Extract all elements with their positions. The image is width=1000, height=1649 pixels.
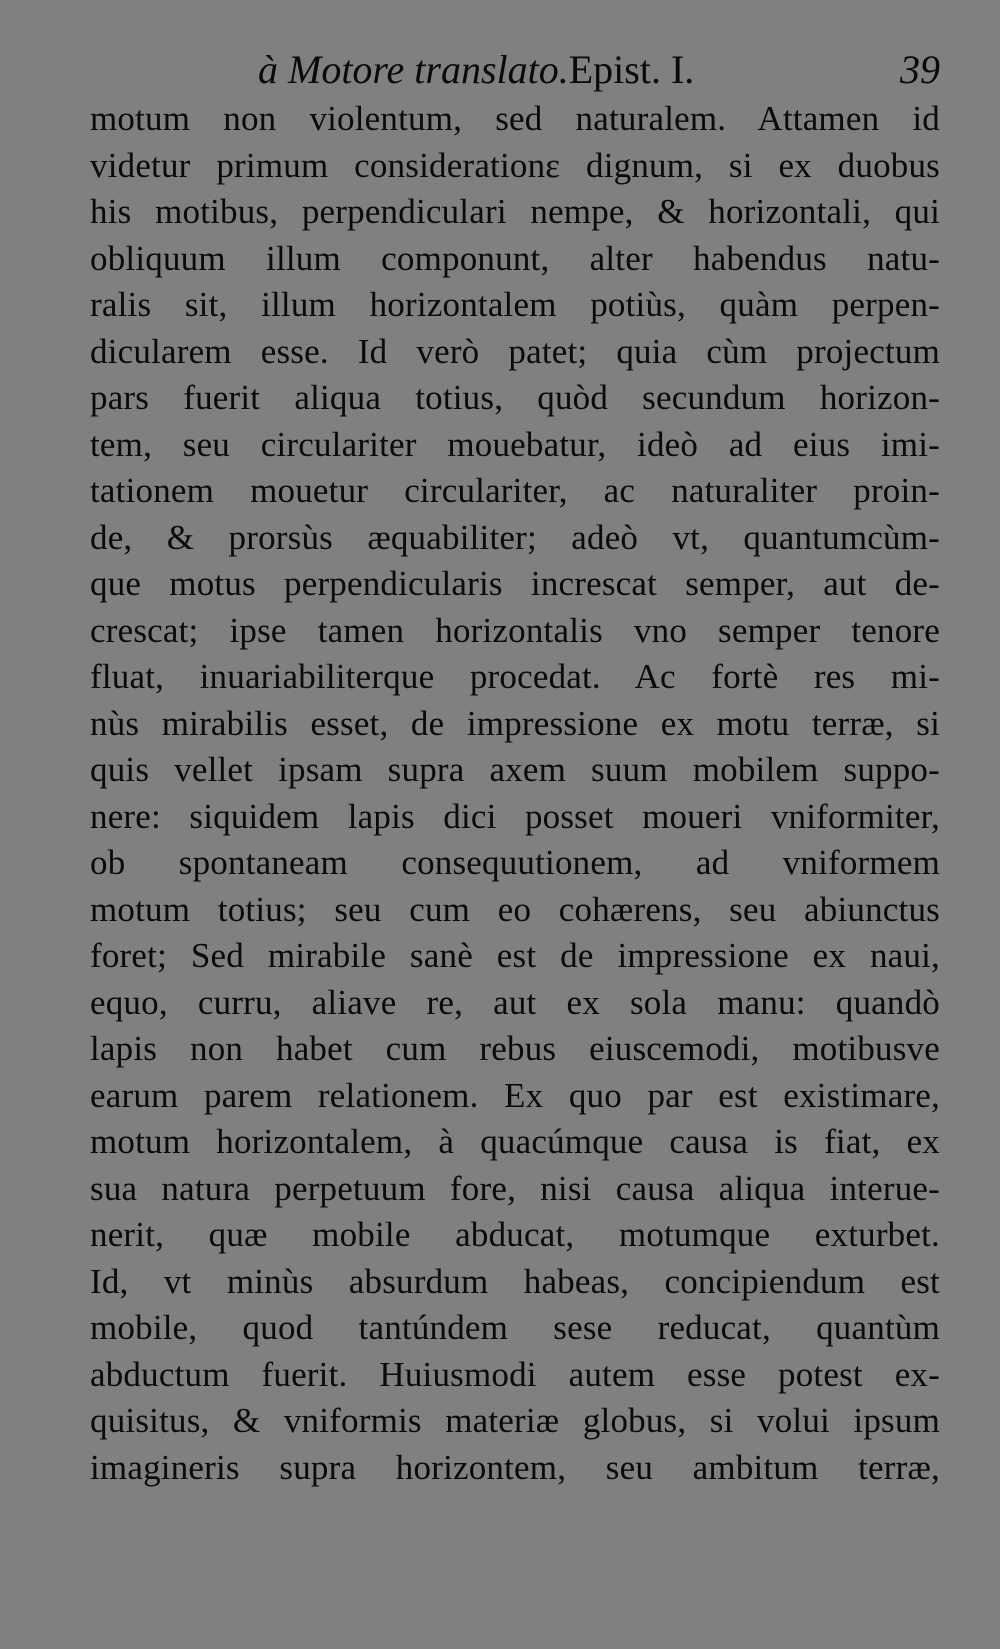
text-line: motum totius; seu cum eo cohærens, seu abiunctus [90, 889, 940, 929]
text-line: de, & prorsùs æquabiliter; adeò vt, quantumcùm- [90, 517, 940, 557]
text-line: videtur primum considerationε dignum, si ex duobus [90, 145, 940, 185]
text-line: sua natura perpetuum fore, nisi causa aliqua interue- [90, 1168, 940, 1208]
text-line: tem, seu circulariter mouebatur, ideò ad eius imi- [90, 424, 940, 464]
page-header [90, 44, 940, 96]
text-line: fluat, inuariabiliterque procedat. Ac fortè res mi- [90, 657, 940, 696]
text-line: que motus perpendicularis increscat semper, aut de- [90, 564, 940, 603]
text-line: dicularem esse. Id verò patet; quia cùm projectum [90, 331, 940, 371]
page-number: 39 [900, 47, 940, 92]
text-line: earum parem relationem. Ex quo par est existimare, [90, 1075, 940, 1115]
text-line: ob spontaneam consequutionem, ad vniformem [90, 843, 940, 882]
text-line: crescat; ipse tamen horizontalis vno semper tenore [90, 610, 940, 650]
text-line: obliquum illum componunt, alter habendus natu- [90, 238, 940, 278]
text-line: ralis sit, illum horizontalem potiùs, quàm perpen- [90, 285, 940, 324]
text-line: equo, curru, aliave re, aut ex sola manu: quandò [90, 982, 940, 1022]
text-line: quis vellet ipsam supra axem suum mobilem suppo- [90, 750, 940, 789]
text-line: nerit, quæ mobile abducat, motumque exturbet. [90, 1215, 940, 1254]
text-line: mobile, quod tantúndem sese reducat, quantùm [90, 1308, 940, 1347]
text-line: nere: siquidem lapis dici posset moueri vniformiter, [90, 796, 940, 836]
text-line: pars fuerit aliqua totius, quòd secundum horizon- [90, 378, 940, 417]
text-line: his motibus, perpendiculari nempe, & horizontali, qui [90, 192, 940, 231]
body-text [90, 96, 940, 1491]
text-line: nùs mirabilis esset, de impressione ex motu terræ, si [90, 703, 940, 743]
text-line: quisitus, & vniformis materiæ globus, si volui ipsum [90, 1401, 940, 1440]
text-line: motum horizontalem, à quacúmque causa is fiat, ex [90, 1122, 940, 1161]
text-line: motum non violentum, sed naturalem. Attamen id [90, 99, 940, 138]
text-line: lapis non habet cum rebus eiuscemodi, motibusve [90, 1029, 940, 1068]
running-head [258, 44, 694, 96]
text-line: Id, vt minùs absurdum habeas, concipiendum est [90, 1261, 940, 1301]
text-line: foret; Sed mirabile sanè est de impressione ex naui, [90, 936, 940, 975]
running-head-roman: Epist. I. [568, 47, 695, 92]
text-line: tationem mouetur circulariter, ac naturaliter proin- [90, 471, 940, 510]
running-head-italic: à Motore translato. [258, 47, 569, 92]
text-line: abductum fuerit. Huiusmodi autem esse potest ex- [90, 1354, 940, 1394]
text-line: imagineris supra horizontem, seu ambitum terræ, [90, 1447, 940, 1487]
